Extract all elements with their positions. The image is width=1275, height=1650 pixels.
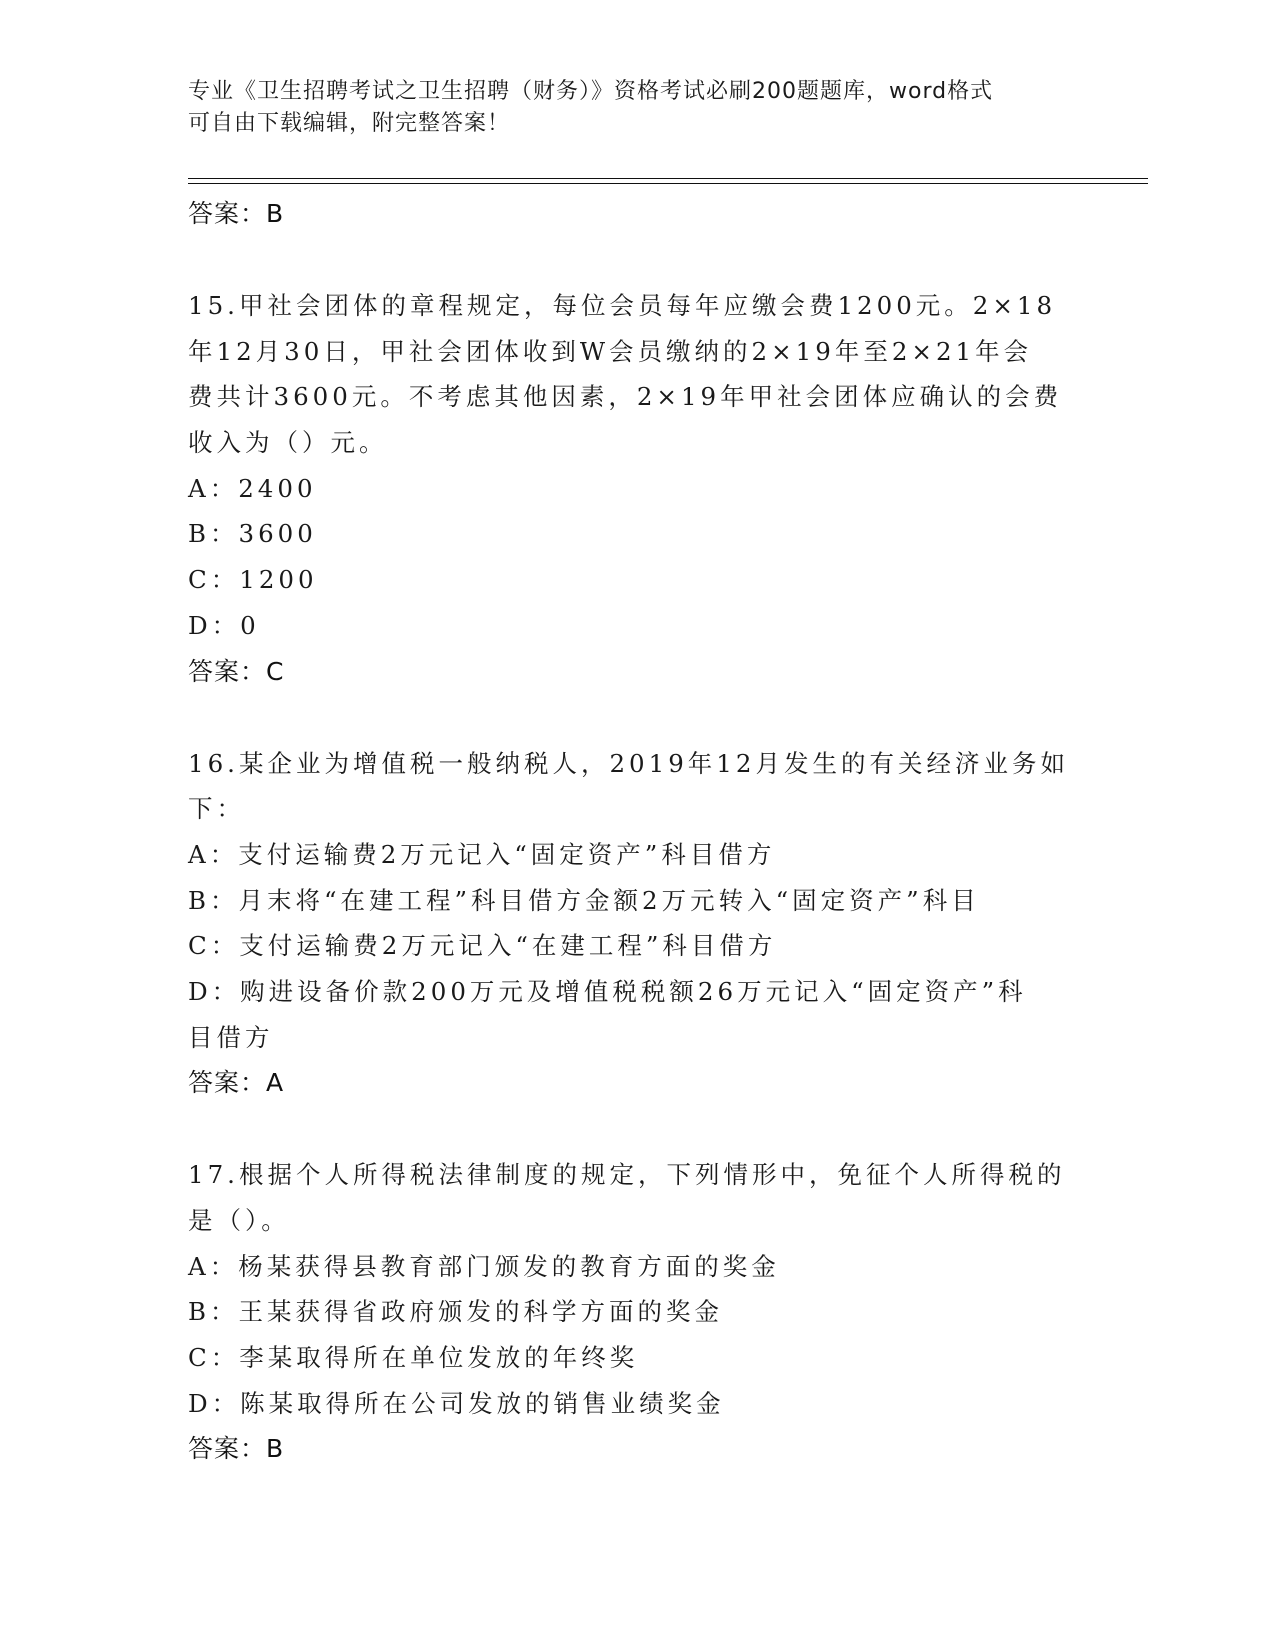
option-a: A：2400 bbox=[188, 473, 317, 503]
question-text-line: 下： bbox=[188, 794, 245, 824]
option-b: B：3600 bbox=[188, 519, 317, 549]
header-line-2: 可自由下载编辑，附完整答案！ bbox=[188, 111, 511, 136]
option-d: D：陈某取得所在公司发放的销售业绩奖金 bbox=[188, 1388, 725, 1418]
answer-line: 答案：B bbox=[188, 199, 285, 228]
option-d: D：0 bbox=[188, 610, 260, 640]
question-15 bbox=[188, 283, 1088, 694]
answer-line: 答案：B bbox=[188, 1434, 285, 1464]
option-c: C：支付运输费2万元记入“在建工程”科目借方 bbox=[188, 931, 777, 961]
question-16 bbox=[188, 741, 1088, 1106]
header-rule-bottom bbox=[188, 183, 1148, 184]
option-b: B：月末将“在建工程”科目借方金额2万元转入“固定资产”科目 bbox=[188, 885, 980, 915]
question-text-line: 是（）。 bbox=[188, 1206, 290, 1235]
document-body bbox=[188, 191, 1088, 1471]
spacer bbox=[188, 694, 1088, 741]
spacer bbox=[188, 1105, 1088, 1152]
option-a: A：杨某获得县教育部门颁发的教育方面的奖金 bbox=[188, 1251, 780, 1281]
question-text-line: 费共计3600元。不考虑其他因素，2×19年甲社会团体应确认的会费 bbox=[188, 382, 1063, 412]
question-text-line: 15.甲社会团体的章程规定，每位会员每年应缴会费1200元。2×18 bbox=[188, 291, 1057, 320]
option-a: A：支付运输费2万元记入“固定资产”科目借方 bbox=[188, 839, 776, 869]
option-d-continued: 目借方 bbox=[188, 1022, 274, 1052]
option-c: C：李某取得所在单位发放的年终奖 bbox=[188, 1343, 639, 1373]
option-b: B：王某获得省政府颁发的科学方面的奖金 bbox=[188, 1297, 724, 1327]
option-d: D：购进设备价款200万元及增值税税额26万元记入“固定资产”科 bbox=[188, 976, 1027, 1006]
answer-line: 答案：C bbox=[188, 656, 285, 686]
spacer bbox=[188, 236, 1088, 283]
question-text-line: 收入为（）元。 bbox=[188, 428, 388, 458]
question-17 bbox=[188, 1152, 1088, 1471]
header-rule-top bbox=[188, 178, 1148, 179]
answer-line: 答案：A bbox=[188, 1068, 285, 1098]
question-text-line: 年12月30日，甲社会团体收到W会员缴纳的2×19年至2×21年会 bbox=[188, 336, 1033, 366]
question-text-line: 17.根据个人所得税法律制度的规定，下列情形中，免征个人所得税的 bbox=[188, 1160, 1066, 1190]
document-header bbox=[188, 76, 1088, 140]
option-c: C：1200 bbox=[188, 565, 318, 595]
question-text-line: 16.某企业为增值税一般纳税人，2019年12月发生的有关经济业务如 bbox=[188, 748, 1069, 778]
header-line-1: 专业《卫生招聘考试之卫生招聘（财务）》资格考试必刷200题题库，word格式 bbox=[188, 79, 994, 104]
